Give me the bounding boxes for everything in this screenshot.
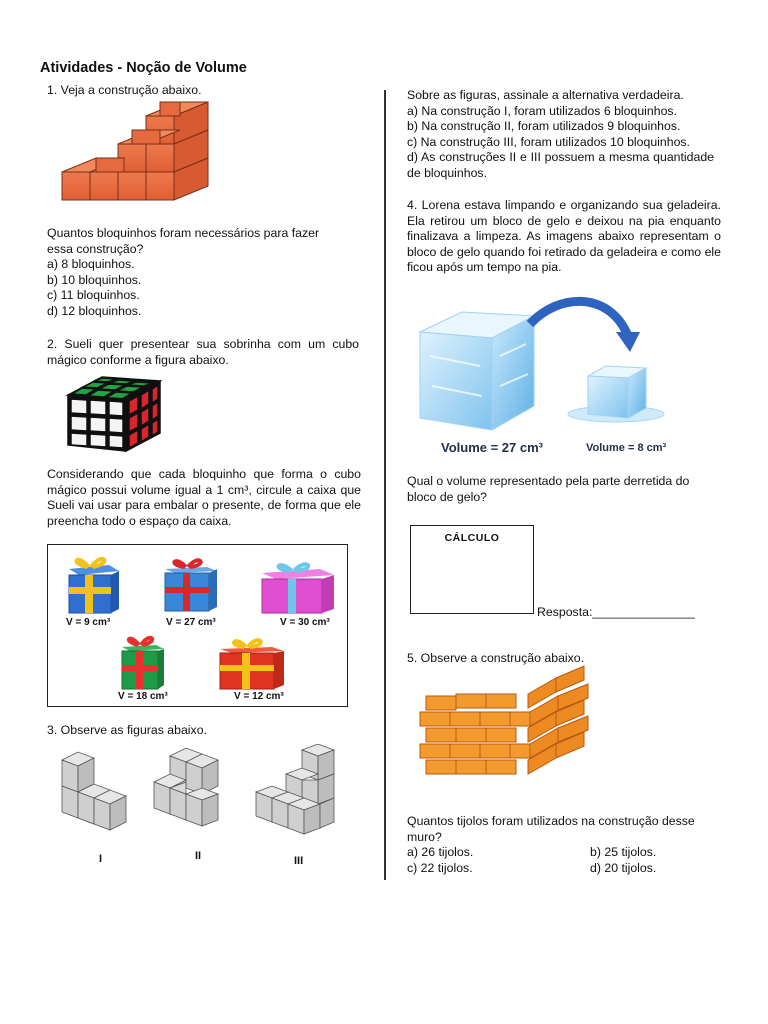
figure-label-I: I	[99, 853, 103, 865]
q3-prompt: 3. Observe as figuras abaixo.	[47, 723, 207, 737]
q5-question: Quantos tijolos foram utilizados na construção desse muro?	[407, 814, 695, 844]
ice-cubes-figure	[410, 296, 680, 446]
rubiks-cube-figure	[62, 371, 162, 453]
page-title: Atividades - Noção de Volume	[40, 60, 247, 76]
gift-label-12: V = 12 cm³	[234, 691, 284, 702]
gift-label-27: V = 27 cm³	[166, 617, 216, 628]
calculation-box[interactable]	[410, 525, 534, 614]
answer-line[interactable]: Resposta:_______________	[537, 605, 695, 619]
q1-option-a[interactable]: a) 8 bloquinhos.	[47, 257, 135, 272]
figure-II-blocks	[154, 748, 218, 826]
q3-option-a[interactable]: a) Na construção I, foram utilizados 6 bloquinhos.	[407, 103, 677, 118]
gift-box-blue-icon[interactable]	[65, 551, 121, 615]
figure-III-blocks	[256, 744, 334, 834]
figure-label-II: II	[195, 850, 202, 862]
gift-box-green-icon[interactable]	[118, 631, 168, 691]
q3-option-b[interactable]: b) Na construção II, foram utilizados 9 bloquinhos.	[407, 119, 681, 134]
q1-question-line1: Quantos bloquinhos foram necessários para fazer	[47, 226, 320, 240]
q1-option-d[interactable]: d) 12 bloquinhos.	[47, 303, 142, 318]
volume-small-label: Volume = 8 cm³	[586, 442, 667, 454]
q1-question-line2: essa construção?	[47, 241, 144, 256]
volume-big-label: Volume = 27 cm³	[441, 440, 543, 455]
q2-question: Considerando que cada bloquinho que forma o cubo mágico possui volume igual a 1 cm³, circule a caixa que Sueli vai usar para embalar o presente, de forma que ele preencha todo o espaço da caixa.	[47, 467, 361, 528]
gift-label-18: V = 18 cm³	[118, 691, 168, 702]
q4-question: Qual o volume representado pela parte derretida do bloco de gelo?	[407, 474, 690, 504]
column-divider	[384, 90, 386, 880]
gift-box-light-blue-icon[interactable]	[161, 555, 221, 613]
q5-option-d[interactable]: d) 20 tijolos.	[590, 860, 657, 875]
q4-prompt: 4. Lorena estava limpando e organizando sua geladeira. Ela retirou um bloco de gelo e deixou na pia enquanto finalizava a limpeza. As imagens abaixo representam o bloco de gelo quando foi retirado da geladeira e como ele ficou após um tempo na pia.	[407, 198, 721, 275]
brick-wall-figure	[416, 664, 596, 782]
gift-label-9: V = 9 cm³	[66, 617, 111, 628]
gift-box-red-icon[interactable]	[216, 635, 288, 691]
q1-option-c[interactable]: c) 11 bloquinhos.	[47, 288, 140, 303]
q1-block-construction-figure	[58, 100, 218, 205]
q2-prompt: 2. Sueli quer presentear sua sobrinha com um cubo mágico conforme a figura abaixo.	[47, 337, 359, 367]
q5-option-c[interactable]: c) 22 tijolos.	[407, 860, 473, 875]
q5-option-a[interactable]: a) 26 tijolos.	[407, 845, 474, 860]
q3-option-d[interactable]: d) As construções II e III possuem a mesma quantidade de bloquinhos.	[407, 150, 714, 180]
q3-right-prompt: Sobre as figuras, assinale a alternativa verdadeira.	[407, 88, 684, 102]
figure-label-III: III	[294, 855, 304, 867]
q3-option-c[interactable]: c) Na construção III, foram utilizados 10 bloquinhos.	[407, 134, 690, 149]
calculation-label: CÁLCULO	[444, 532, 500, 544]
figure-I-blocks	[62, 752, 126, 830]
gift-box-pink-icon[interactable]	[258, 559, 338, 615]
gift-boxes-panel	[47, 544, 348, 707]
q3-block-figures	[56, 744, 348, 844]
gift-label-30: V = 30 cm³	[280, 617, 330, 628]
q1-prompt: 1. Veja a construção abaixo.	[47, 83, 202, 97]
q5-prompt: 5. Observe a construção abaixo.	[407, 651, 585, 665]
q1-option-b[interactable]: b) 10 bloquinhos.	[47, 272, 142, 287]
q5-option-b[interactable]: b) 25 tijolos.	[590, 845, 657, 860]
